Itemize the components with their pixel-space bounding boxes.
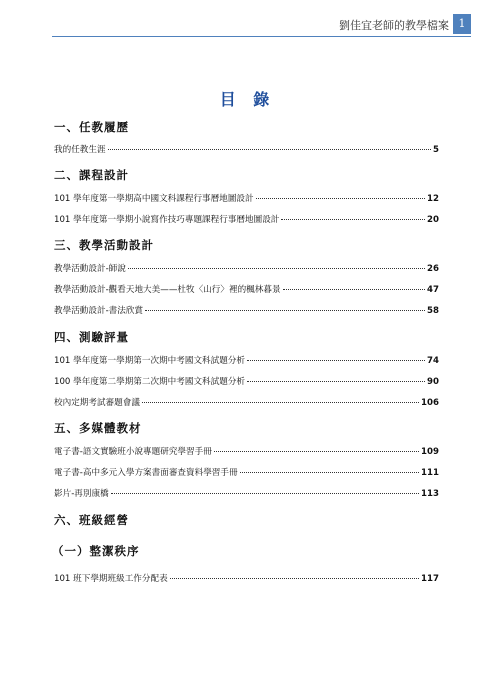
dot-leader bbox=[170, 578, 419, 579]
section-heading: 一、任教履歷 bbox=[54, 120, 129, 134]
toc-entry-page: 111 bbox=[421, 468, 439, 478]
toc-entry[interactable] bbox=[54, 375, 439, 389]
dot-leader bbox=[142, 402, 419, 403]
toc-entry-page: 12 bbox=[427, 194, 439, 204]
dot-leader bbox=[214, 451, 419, 452]
subsection-heading: （一）整潔秩序 bbox=[52, 544, 140, 558]
toc-content bbox=[54, 119, 439, 586]
toc-entry-page: 74 bbox=[427, 356, 439, 366]
toc-entry-title: 影片-再別康橋 bbox=[54, 489, 109, 499]
toc-entry-title: 教學活動設計-書法欣賞 bbox=[54, 306, 144, 316]
toc-entry[interactable] bbox=[54, 396, 439, 410]
toc-entry-title: 教學活動設計-觀看天地大美——杜牧〈山行〉裡的楓林暮景 bbox=[54, 285, 281, 295]
toc-entry-page: 117 bbox=[421, 574, 439, 584]
dot-leader bbox=[128, 268, 425, 269]
toc-entry[interactable] bbox=[54, 487, 439, 501]
toc-entry[interactable] bbox=[54, 572, 439, 586]
toc-entry[interactable] bbox=[54, 213, 439, 227]
page-header bbox=[0, 14, 495, 36]
section-heading: 二、課程設計 bbox=[54, 168, 129, 182]
section-heading: 六、班級經營 bbox=[54, 513, 129, 527]
toc-entry-title: 100 學年度第二學期第二次期中考國文科試題分析 bbox=[54, 377, 246, 387]
dot-leader bbox=[240, 472, 419, 473]
toc-entry[interactable] bbox=[54, 445, 439, 459]
toc-entry-title: 教學活動設計-師說 bbox=[54, 264, 126, 274]
toc-entry-page: 47 bbox=[427, 285, 439, 295]
toc-entry-title: 101 學年度第一學期小說寫作技巧專題課程行事曆地圖設計 bbox=[54, 215, 280, 225]
toc-title: 目 錄 bbox=[219, 90, 276, 109]
toc-entry-title: 我的任教生涯 bbox=[54, 145, 106, 155]
toc-entry-page: 20 bbox=[427, 215, 439, 225]
toc-entry[interactable] bbox=[54, 466, 439, 480]
toc-entry-page: 5 bbox=[433, 145, 439, 155]
toc-entry-page: 106 bbox=[421, 398, 439, 408]
header-title: 劉佳宜老師的教學檔案 bbox=[339, 19, 449, 32]
dot-leader bbox=[247, 360, 425, 361]
header-divider bbox=[52, 36, 471, 37]
toc-entry-page: 113 bbox=[421, 489, 439, 499]
toc-entry-title: 101 學年度第一學期第一次期中考國文科試題分析 bbox=[54, 356, 246, 366]
section-heading: 三、教學活動設計 bbox=[54, 238, 154, 252]
dot-leader bbox=[283, 289, 425, 290]
section-heading: 四、測驗評量 bbox=[54, 330, 129, 344]
toc-entry[interactable] bbox=[54, 192, 439, 206]
dot-leader bbox=[111, 493, 419, 494]
dot-leader bbox=[256, 198, 425, 199]
toc-entry[interactable] bbox=[54, 354, 439, 368]
toc-entry[interactable] bbox=[54, 304, 439, 318]
toc-entry-page: 58 bbox=[427, 306, 439, 316]
toc-entry-page: 109 bbox=[421, 447, 439, 457]
dot-leader bbox=[145, 310, 425, 311]
dot-leader bbox=[247, 381, 425, 382]
toc-entry[interactable] bbox=[54, 262, 439, 276]
page-number-badge: 1 bbox=[453, 14, 471, 34]
toc-entry[interactable] bbox=[54, 143, 439, 157]
toc-entry-title: 電子書-高中多元入學方案書面審查資料學習手冊 bbox=[54, 468, 238, 478]
section-heading: 五、多媒體教材 bbox=[54, 421, 142, 435]
dot-leader bbox=[281, 219, 425, 220]
toc-entry-title: 101 班下學期班級工作分配表 bbox=[54, 574, 168, 584]
toc-entry-title: 校內定期考試審題會議 bbox=[54, 398, 140, 408]
toc-entry-title: 101 學年度第一學期高中國文科課程行事曆地圖設計 bbox=[54, 194, 254, 204]
toc-entry-title: 電子書-語文實驗班小說專題研究學習手冊 bbox=[54, 447, 212, 457]
dot-leader bbox=[108, 149, 431, 150]
toc-entry-page: 90 bbox=[427, 377, 439, 387]
toc-entry-page: 26 bbox=[427, 264, 439, 274]
toc-entry[interactable] bbox=[54, 283, 439, 297]
